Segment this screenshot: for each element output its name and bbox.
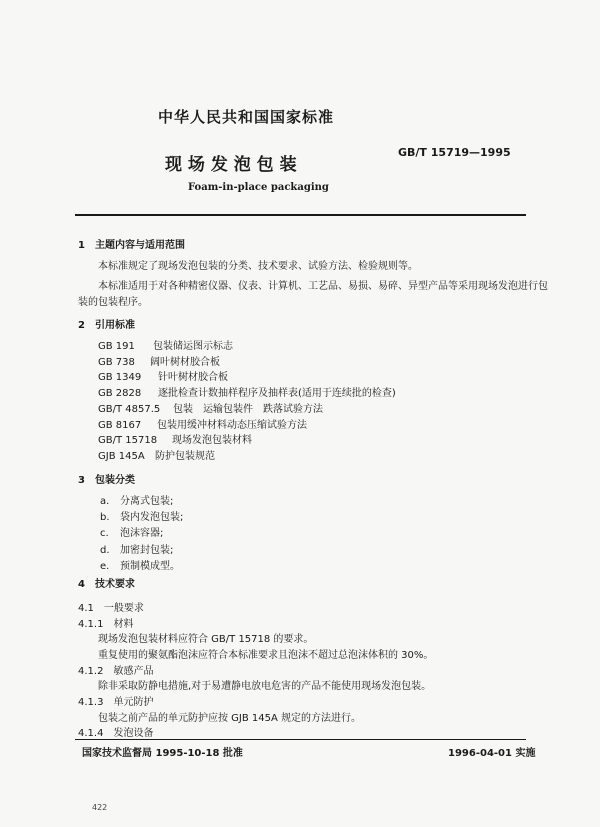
- clause-4-1-1-para-1: 现场发泡包装材料应符合 GB/T 15718 的要求。: [98, 634, 314, 645]
- issuing-body: 中华人民共和国国家标准: [158, 108, 335, 126]
- classification-text: 泡沫容器;: [120, 528, 164, 540]
- reference-code: GB 2828: [98, 388, 142, 400]
- classification-mark: b.: [100, 512, 110, 524]
- reference-item: [98, 447, 215, 462]
- classification-mark: c.: [100, 528, 109, 540]
- document-title: 现 场 发 泡 包 装: [165, 155, 297, 175]
- approval-line: 国家技术监督局 1995-10-18 批准: [82, 748, 243, 759]
- footer-rule: [75, 739, 526, 740]
- section-2-heading: 2 引用标准: [78, 320, 135, 331]
- standard-number: GB/T 15719—1995: [398, 146, 511, 159]
- reference-title: 针叶树材胶合板: [158, 372, 228, 384]
- clause-4-1-3-para-1: 包装之前产品的单元防护应按 GJB 145A 规定的方法进行。: [98, 713, 362, 724]
- reference-title: 包装用缓冲材料动态压缩试验方法: [157, 419, 307, 431]
- reference-item: [98, 431, 252, 446]
- clause-4-1-2-para-1: 除非采取防静电措施,对于易遭静电放电危害的产品不能使用现场发泡包装。: [98, 681, 432, 692]
- classification-item: [100, 492, 173, 507]
- reference-code: GB 738: [98, 356, 135, 368]
- classification-item: [100, 557, 180, 572]
- section-3-heading: 3 包装分类: [78, 475, 135, 486]
- section-1-para-2: 本标准适用于对各种精密仪器、仪表、计算机、工艺品、易损、易碎、异型产品等采用现场发泡进行包: [98, 281, 548, 292]
- reference-item: [98, 337, 233, 352]
- clause-4-1: 4.1 一般要求: [78, 603, 144, 614]
- clause-4-1-3: 4.1.3 单元防护: [78, 697, 154, 708]
- header-rule: [75, 214, 526, 216]
- classification-mark: d.: [100, 544, 110, 556]
- reference-title: 防护包装规范: [155, 450, 215, 462]
- section-4-heading: 4 技术要求: [78, 579, 135, 590]
- reference-code: GB 191: [98, 341, 135, 352]
- reference-item: [98, 384, 396, 399]
- english-title: Foam-in-place packaging: [188, 182, 329, 193]
- section-1-para-1: 本标准规定了现场发泡包装的分类、技术要求、试验方法、检验规则等。: [98, 261, 418, 272]
- classification-item: [100, 541, 173, 556]
- classification-item: [100, 524, 163, 539]
- reference-title: 包装储运图示标志: [153, 341, 233, 352]
- section-1-heading: 1 主题内容与适用范围: [78, 240, 185, 251]
- reference-code: GB/T 4857.5: [98, 403, 161, 415]
- classification-text: 预制模成型。: [120, 560, 180, 572]
- page-number: 422: [92, 803, 108, 812]
- clause-4-1-4: 4.1.4 发泡设备: [78, 728, 154, 739]
- reference-code: GB 8167: [98, 419, 142, 431]
- reference-title: 包装 运输包装件 跌落试验方法: [173, 403, 323, 415]
- classification-mark: a.: [100, 496, 110, 507]
- classification-text: 袋内发泡包装;: [120, 512, 184, 524]
- reference-title: 现场发泡包装材料: [172, 435, 252, 447]
- reference-item: [98, 368, 228, 383]
- reference-item: [98, 416, 307, 431]
- reference-code: GB 1349: [98, 372, 142, 384]
- clause-4-1-1: 4.1.1 材料: [78, 619, 134, 630]
- effective-date: 1996-04-01 实施: [448, 748, 536, 759]
- clause-4-1-2: 4.1.2 敏感产品: [78, 666, 154, 677]
- classification-item: [100, 508, 183, 523]
- reference-code: GB/T 15718: [98, 435, 158, 447]
- reference-title: 阔叶树材胶合板: [150, 356, 220, 368]
- reference-item: [98, 400, 323, 415]
- reference-item: [98, 353, 220, 368]
- classification-mark: e.: [100, 560, 110, 572]
- classification-text: 加密封包装;: [120, 544, 174, 556]
- section-1-para-2-cont: 装的包装程序。: [78, 297, 148, 308]
- reference-title: 逐批检查计数抽样程序及抽样表(适用于连续批的检查): [158, 388, 396, 400]
- clause-4-1-1-para-2: 重复使用的聚氨酯泡沫应符合本标准要求且泡沫不超过总泡沫体积的 30%。: [98, 650, 434, 661]
- reference-code: GJB 145A: [98, 450, 145, 462]
- classification-text: 分离式包装;: [120, 496, 174, 507]
